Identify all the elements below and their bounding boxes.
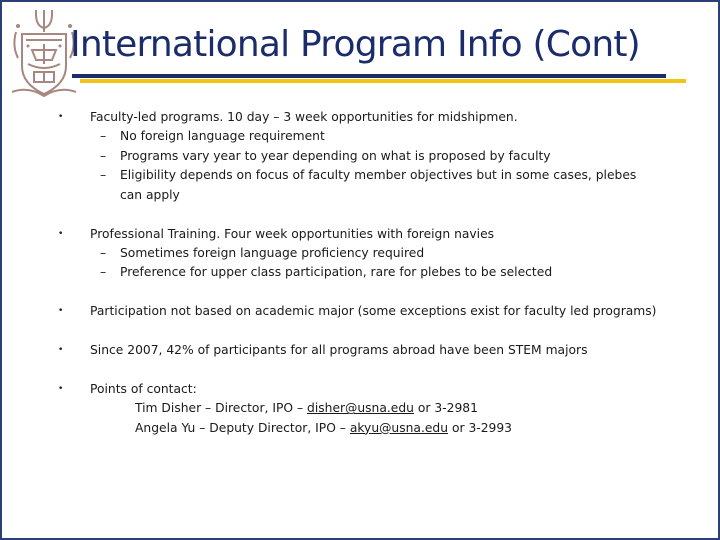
- sub-bullet: – Programs vary year to year depending on what is proposed by faculty: [100, 148, 551, 163]
- bullet-list: [58, 108, 658, 438]
- sub-bullet: – Preference for upper class participation, rare for plebes to be selected: [100, 265, 553, 280]
- contact-line: Tim Disher – Director, IPO – disher@usna.edu or 3-2981: [135, 401, 478, 416]
- contacts-heading: Points of contact:: [90, 382, 197, 397]
- title-rule-gold: [80, 79, 686, 83]
- bullet-glyph: •: [58, 228, 64, 239]
- bullet-glyph: •: [58, 112, 64, 122]
- bullet-glyph: •: [58, 345, 64, 356]
- bullet-participation: [58, 302, 658, 321]
- title-rule-navy: [72, 74, 666, 78]
- bullet-glyph: •: [58, 384, 64, 395]
- contact-line: Angela Yu – Deputy Director, IPO – akyu@usna.edu or 3-2993: [135, 420, 512, 435]
- bullet-stem-stat: [58, 341, 658, 360]
- email-link-akyu[interactable]: akyu@usna.edu: [349, 420, 449, 435]
- bullet-text: Professional Training. Four week opportunities with foreign navies: [90, 226, 495, 241]
- sub-bullet: – Eligibility depends on focus of faculty member objectives but in some cases, plebes can apply: [100, 168, 637, 202]
- bullet-glyph: •: [58, 306, 64, 317]
- bullet-text: Since 2007, 42% of participants for all programs abroad have been STEM majors: [90, 343, 588, 358]
- bullet-text: Participation not based on academic major (some exceptions exist for faculty led programs): [90, 304, 657, 319]
- email-link-disher[interactable]: disher@usna.edu: [307, 401, 414, 416]
- sub-bullet: – Sometimes foreign language proficiency required: [100, 245, 425, 260]
- bullet-text: Faculty-led programs. 10 day – 3 week opportunities for midshipmen.: [90, 110, 518, 124]
- sub-bullet: – No foreign language requirement: [100, 129, 325, 144]
- bullet-contacts: [58, 380, 658, 438]
- slide-title: International Program Info (Cont): [70, 24, 640, 65]
- bullet-professional-training: [58, 225, 658, 283]
- bullet-faculty-led: [58, 108, 658, 205]
